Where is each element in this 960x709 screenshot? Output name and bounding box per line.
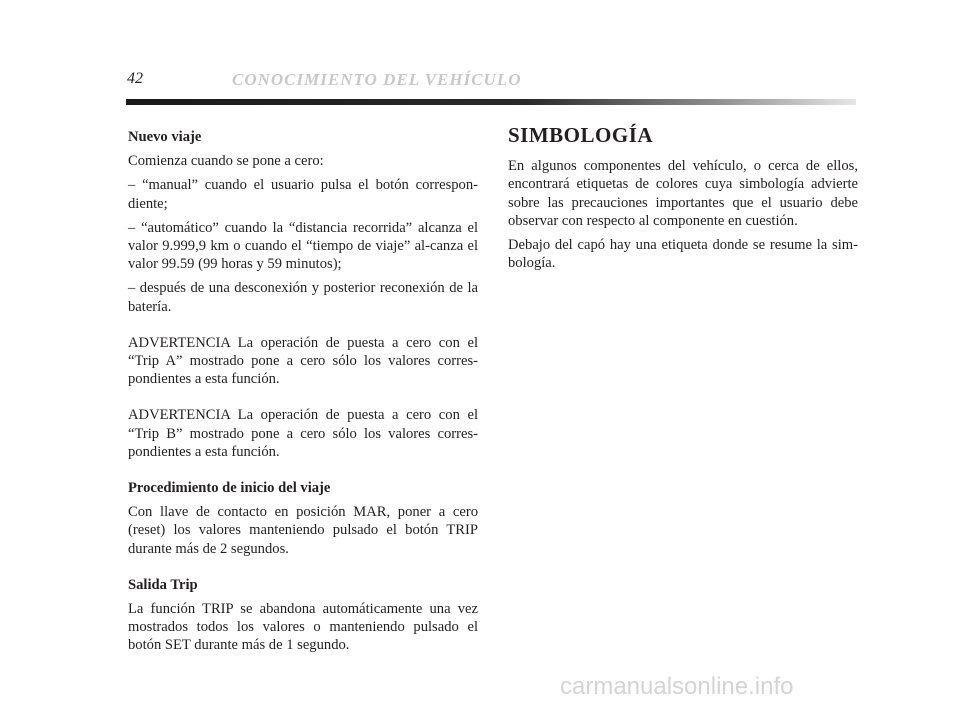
heading-nuevo-viaje: Nuevo viaje (128, 129, 202, 145)
page-number: 42 (127, 70, 143, 87)
warning-trip-a: ADVERTENCIA La operación de puesta a cero con el “Trip A” mostrado pone a cero sólo los valores corres-pondientes a esta función. (128, 334, 478, 388)
right-column (508, 123, 858, 278)
watermark: carmanualsonline.info (560, 673, 794, 700)
paragraph: – “automático” cuando la “distancia recorrida” alcanza el valor 9.999,9 km o cuando el “tiempo de viaje” al-canza el valor 99.59 (99 horas y 59 minutos); (128, 219, 478, 273)
header-rule (126, 99, 856, 105)
paragraph: En algunos componentes del vehículo, o cerca de ellos, encontrará etiquetas de colores cuya simbología advierte sobre las precauciones importantes que el usuario debe observar con respecto al componente en cuestión. (508, 158, 858, 229)
heading-procedimiento: Procedimiento de inicio del viaje (128, 480, 331, 497)
heading-salida-trip: Salida Trip (128, 576, 198, 593)
paragraph: – después de una desconexión y posterior reconexión de la batería. (128, 280, 478, 315)
left-column (128, 128, 478, 661)
paragraph: Comienza cuando se pone a cero: (128, 153, 324, 170)
paragraph: – “manual” cuando el usuario pulsa el botón correspon-diente; (128, 177, 478, 212)
paragraph: La función TRIP se abandona automáticamente una vez mostrados todos los valores o manteniendo pulsado el botón SET durante más de 1 segundo. (128, 601, 478, 654)
section-heading-simbologia: SIMBOLOGÍA (508, 123, 654, 147)
warning-trip-b: ADVERTENCIA La operación de puesta a cero con el “Trip B” mostrado pone a cero sólo los valores corres-pondientes a esta función. (128, 407, 478, 460)
paragraph: Debajo del capó hay una etiqueta donde se resume la sim-bología. (508, 237, 858, 272)
paragraph: Con llave de contacto en posición MAR, poner a cero (reset) los valores manteniendo pulsado el botón TRIP durante más de 2 segundos. (128, 504, 478, 557)
running-title: CONOCIMIENTO DEL VEHÍCULO (232, 70, 522, 89)
